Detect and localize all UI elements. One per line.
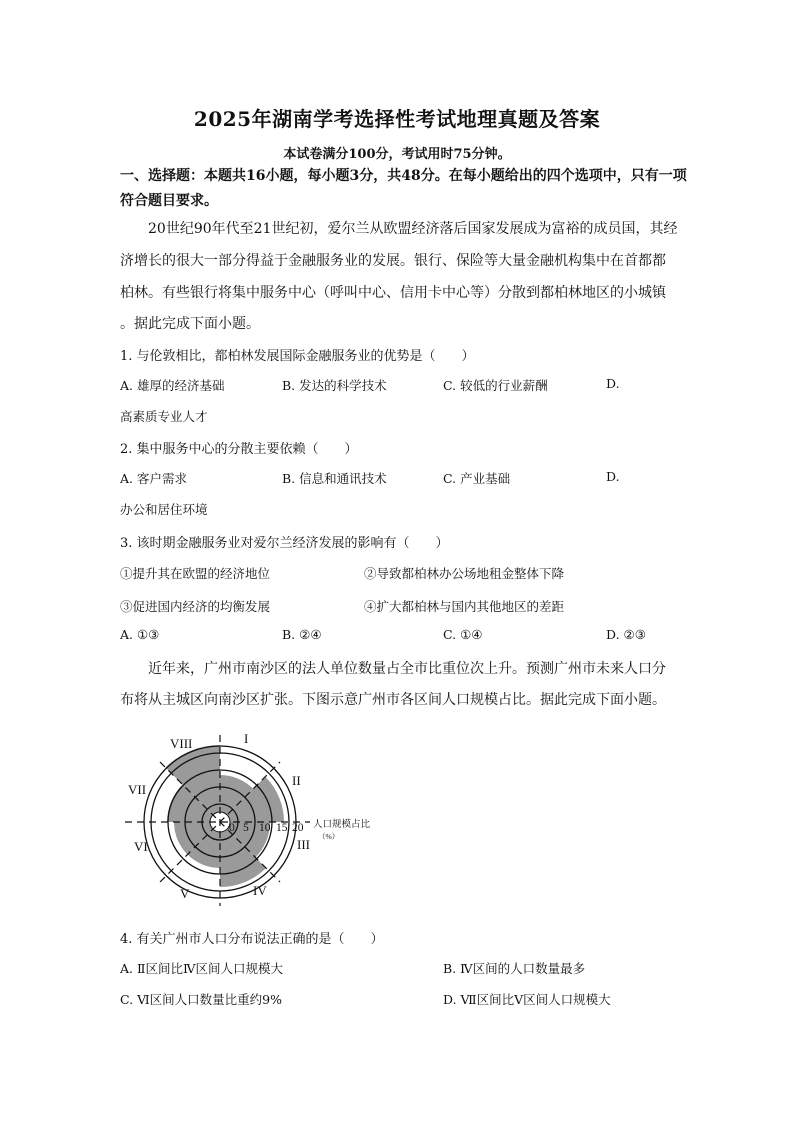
tick-label: 5 (243, 822, 249, 834)
question-4-stem: 4. 有关广州市人口分布说法正确的是（ ） (120, 932, 384, 947)
tick-label: 20 (292, 822, 304, 834)
q1-option-a: A. 雄厚的经济基础 (120, 378, 225, 393)
q2-option-d: D. (606, 469, 620, 484)
q1-option-d: D. (606, 376, 620, 391)
q4-option-b: B. Ⅳ区间的人口数量最多 (443, 961, 586, 976)
passage1-line: 济增长的很大一部分得益于金融服务业的发展。银行、保险等大量金融机构集中在首都都 (120, 253, 666, 269)
q3-statement-1: ①提升其在欧盟的经济地位 (120, 566, 271, 581)
question-1-stem: 1. 与伦敦相比，都柏林发展国际金融服务业的优势是（ ） (120, 349, 475, 364)
q1-option-b: B. 发达的科学技术 (282, 378, 387, 393)
passage1-line: 。据此完成下面小题。 (120, 316, 260, 332)
sector-label-VI: VI (134, 839, 148, 854)
question-3-stem: 3. 该时期金融服务业对爱尔兰经济发展的影响有（ ） (120, 536, 449, 551)
q2-option-b: B. 信息和通讯技术 (282, 471, 387, 486)
sector-label-III: III (297, 837, 310, 852)
q1-option-d-text: 高素质专业人才 (120, 409, 208, 424)
question-2-stem: 2. 集中服务中心的分散主要依赖（ ） (120, 442, 358, 457)
q4-option-d: D. Ⅶ区间比Ⅴ区间人口规模大 (443, 992, 611, 1007)
q3-option-d: D. ②③ (606, 627, 646, 642)
axis-unit: （%） (318, 832, 340, 841)
sector-label-II: II (292, 773, 301, 788)
q3-statement-2: ②导致都柏林办公场地租金整体下降 (364, 566, 565, 581)
sector-label-IV: IV (253, 883, 267, 898)
q2-option-d-text: 办公和居住环境 (120, 502, 208, 517)
q4-option-a: A. Ⅱ区间比Ⅳ区间人口规模大 (120, 961, 283, 976)
section-heading-line2: 符合题目要求。 (120, 193, 218, 209)
q2-option-c: C. 产业基础 (443, 471, 511, 486)
exam-info: 本试卷满分100分，考试用时75分钟。 (283, 147, 511, 162)
q3-statement-4: ④扩大都柏林与国内其他地区的差距 (364, 599, 565, 614)
page-title: 2025年湖南学考选择性考试地理真题及答案 (193, 107, 601, 131)
tick-label: 0 (229, 822, 235, 834)
q3-option-b: B. ②④ (282, 627, 322, 642)
q3-statement-3: ③促进国内经济的均衡发展 (120, 599, 271, 614)
sector-label-VII: VII (128, 782, 147, 797)
q1-option-c: C. 较低的行业薪酬 (443, 378, 548, 393)
passage2-line: 近年来，广州市南沙区的法人单位数量占全市比重位次上升。预测广州市未来人口分 (148, 661, 666, 677)
section-heading-line1: 一、选择题：本题共16小题，每小题3分，共48分。在每小题给出的四个选项中，只有一项 (120, 168, 687, 184)
passage2-line: 布将从主城区向南沙区扩张。下图示意广州市各区间人口规模占比。据此完成下面小题。 (120, 692, 666, 708)
population-rose-diagram (120, 722, 400, 912)
sector-label-VIII: VIII (170, 736, 193, 751)
tick-label: 15 (276, 822, 288, 834)
q3-option-a: A. ①③ (120, 627, 160, 642)
passage1-line: 20世纪90年代至21世纪初，爱尔兰从欧盟经济落后国家发展成为富裕的成员国，其经 (148, 221, 678, 237)
q3-option-c: C. ①④ (443, 627, 483, 642)
passage1-line: 柏林。有些银行将集中服务中心（呼叫中心、信用卡中心等）分散到都柏林地区的小城镇 (120, 285, 666, 301)
q4-option-c: C. Ⅵ区间人口数量比重约9% (120, 992, 282, 1007)
axis-label: 人口规模占比 (313, 820, 371, 830)
sector-label-I: I (244, 731, 249, 746)
tick-label: 10 (259, 822, 271, 834)
sector-label-V: V (180, 886, 190, 901)
q2-option-a: A. 客户需求 (120, 471, 187, 486)
